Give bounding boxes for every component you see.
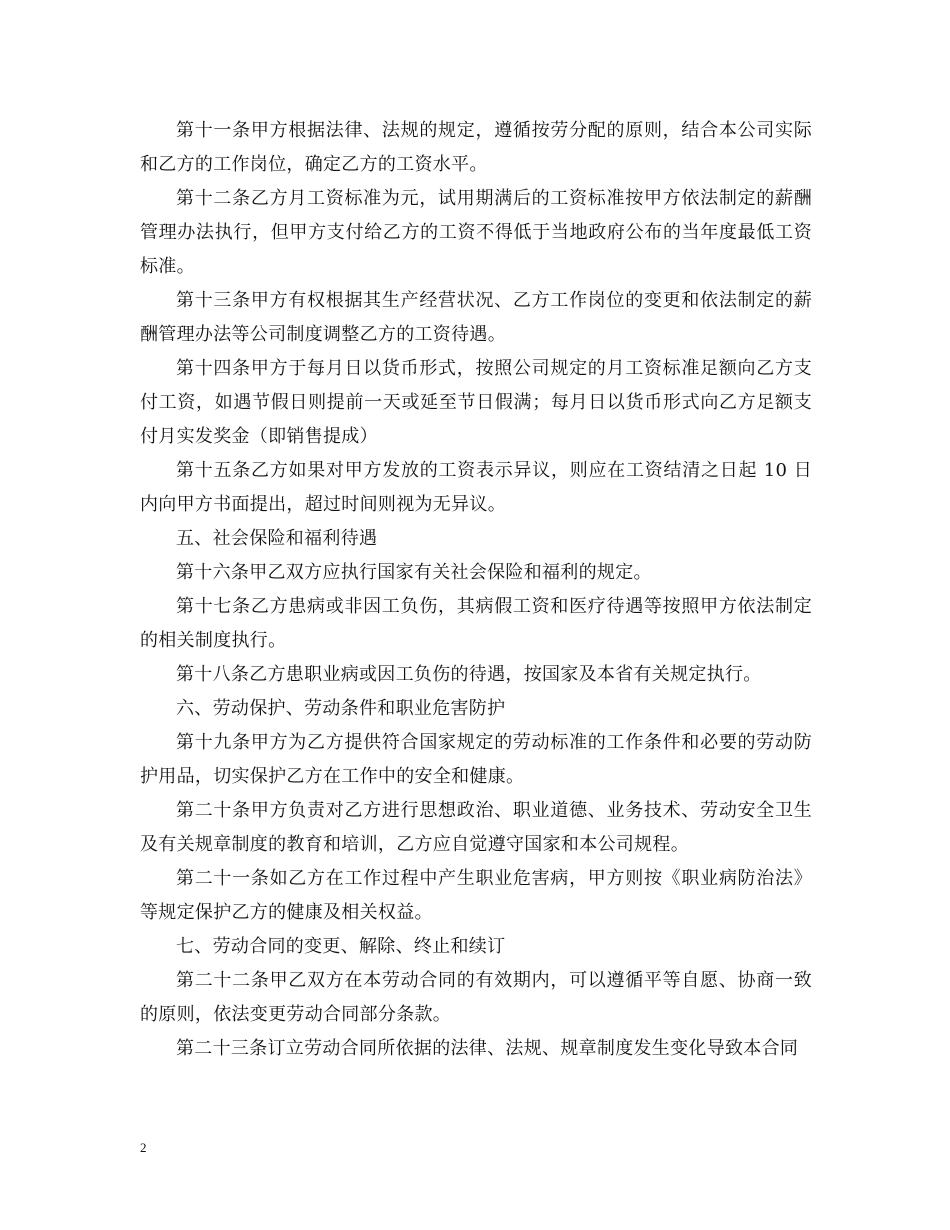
paragraph-article-20: 第二十条甲方负责对乙方进行思想政治、职业道德、业务技术、劳动安全卫生及有关规章制度的教育和培训，乙方应自觉遵守国家和本公司规程。: [140, 800, 812, 855]
paragraph-article-17: 第十七条乙方患病或非因工负伤，其病假工资和医疗待遇等按照甲方依法制定的相关制度执行。: [140, 596, 812, 651]
paragraph-article-21: 第二十一条如乙方在工作过程中产生职业危害病，甲方则按《职业病防治法》等规定保护乙方的健康及相关权益。: [140, 868, 812, 923]
paragraph-article-16: 第十六条甲乙双方应执行国家有关社会保险和福利的规定。: [176, 562, 652, 583]
paragraph-article-15: 第十五条乙方如果对甲方发放的工资表示异议，则应在工资结清之日起 10 日内向甲方书面提出，超过时间则视为无异议。: [140, 460, 812, 515]
document-body: [140, 114, 812, 1066]
section-heading-5: 五、社会保险和福利待遇: [176, 528, 378, 549]
section-heading-7: 七、劳动合同的变更、解除、终止和续订: [176, 936, 506, 957]
paragraph-article-12: 第十二条乙方月工资标准为元，试用期满后的工资标准按甲方依法制定的薪酬管理办法执行，但甲方支付给乙方的工资不得低于当地政府公布的当年度最低工资标准。: [140, 188, 812, 277]
paragraph-article-13: 第十三条甲方有权根据其生产经营状况、乙方工作岗位的变更和依法制定的薪酬管理办法等公司制度调整乙方的工资待遇。: [140, 290, 812, 345]
paragraph-article-18: 第十八条乙方患职业病或因工负伤的待遇，按国家及本省有关规定执行。: [176, 664, 762, 685]
page-number: 2: [140, 1140, 147, 1155]
section-heading-6: 六、劳动保护、劳动条件和职业危害防护: [176, 698, 506, 719]
paragraph-article-19: 第十九条甲方为乙方提供符合国家规定的劳动标准的工作条件和必要的劳动防护用品，切实保护乙方在工作中的安全和健康。: [140, 732, 812, 787]
paragraph-article-22: 第二十二条甲乙双方在本劳动合同的有效期内，可以遵循平等自愿、协商一致的原则，依法变更劳动合同部分条款。: [140, 970, 812, 1025]
paragraph-article-23: 第二十三条订立劳动合同所依据的法律、法规、规章制度发生变化导致本合同: [176, 1038, 799, 1059]
paragraph-article-11: 第十一条甲方根据法律、法规的规定，遵循按劳分配的原则，结合本公司实际和乙方的工作岗位，确定乙方的工资水平。: [140, 120, 812, 175]
paragraph-article-14: 第十四条甲方于每月日以货币形式，按照公司规定的月工资标准足额向乙方支付工资，如遇节假日则提前一天或延至节日假满；每月日以货币形式向乙方足额支付月实发奖金（即销售提成）: [140, 358, 812, 447]
